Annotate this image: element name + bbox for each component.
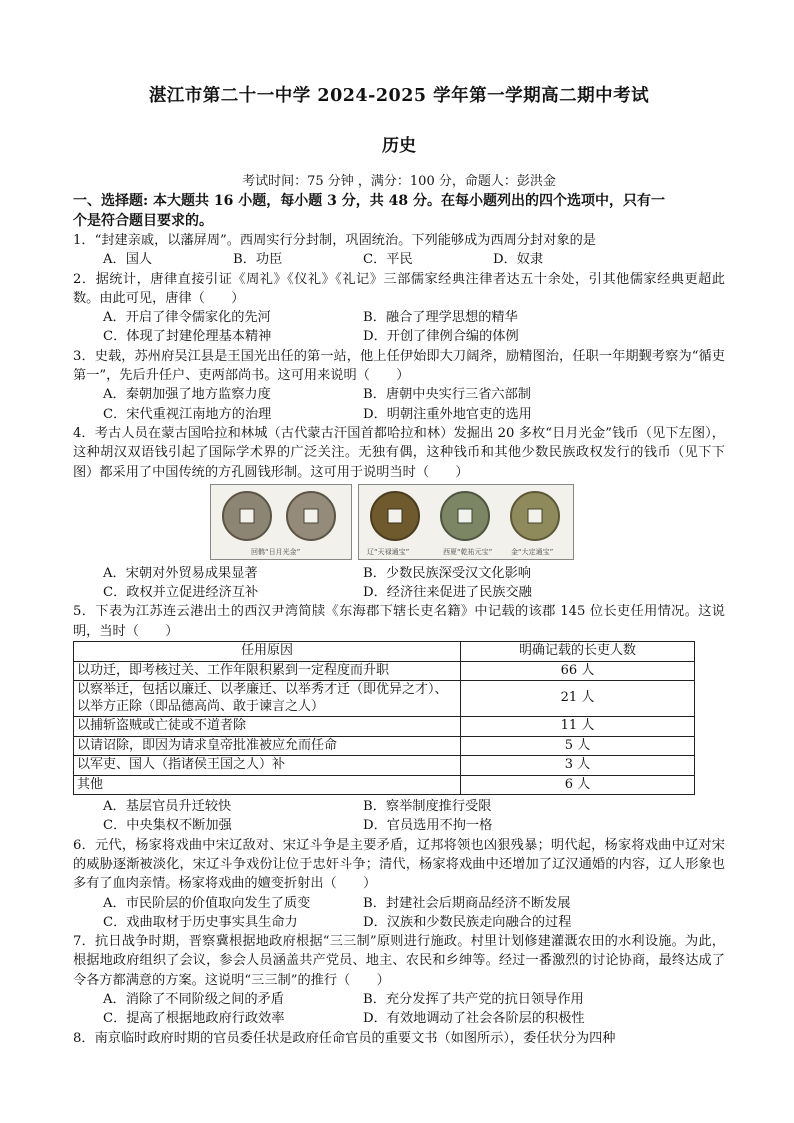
option-a: A．秦朝加强了地方监察力度: [103, 387, 271, 403]
option-b: B．功臣: [233, 252, 283, 268]
subject-title: 历史: [382, 136, 416, 156]
question-stem: 3．史载，苏州府吴江县是王国光出任的第一站，他上任伊始即大刀阔斧，励精图治，任职一年期觐考察为“循吏第一”，先后升任户、吏两部尚书。这可用来说明（ ）: [73, 348, 725, 384]
coin-caption: 西夏“乾祐元宝”: [443, 547, 493, 556]
option-d: D．明朝注重外地官吏的选用: [363, 406, 532, 422]
exam-title: 湛江市第二十一中学 2024-2025 学年第一学期高二期中考试: [148, 86, 650, 106]
option-c: C．中央集权不断加强: [103, 818, 232, 834]
appointment-table: [73, 641, 695, 795]
option-c: C．平民: [363, 252, 413, 268]
question-stem: 1．“封建亲戚，以藩屏周”。西周实行分封制，巩固统治。下列能够成为西周分封对象的是: [73, 233, 596, 248]
option-d: D．经济往来促进了民族交融: [363, 585, 532, 601]
question-stem: 5．下表为江苏连云港出土的西汉尹湾简牍《东海郡下辖长吏名籍》中记载的该郡 145 位长吏任用情况。这说明，当时（ ）: [73, 604, 725, 639]
option-c: C．戏曲取材于历史事实具生命力: [103, 914, 298, 930]
table-row: 以察举迁，包括以廉迁、以孝廉迁、以举秀才迁（即优异之才）、以举方正除（即品德高尚、敢于谏言之人） 21 人: [74, 681, 695, 717]
exam-info: 考试时间：75 分钟 ，满分：100 分，命题人：彭洪金: [242, 174, 556, 189]
option-b: B．封建社会后期商品经济不断发展: [363, 895, 571, 911]
option-a: A．国人: [103, 252, 153, 268]
option-c: C．提高了根据地政府行政效率: [103, 1011, 285, 1027]
table-header: 任用原因: [74, 642, 461, 662]
option-d: D．开创了律例合编的体例: [363, 329, 519, 345]
table-row: 以军吏、国人（指诸侯王国之人）补 3 人: [74, 756, 695, 776]
table-header: 明确记载的长吏人数: [461, 642, 695, 662]
question-4: [73, 424, 725, 602]
section-heading: 一、选择题: 本大题共 16 小题，每小题 3 分，共 48 分。在每小题列出的四个选项中，只有一 个是符合题目要求的。: [73, 193, 665, 229]
option-c: C．体现了封建伦理基本精神: [103, 329, 272, 345]
option-d: D．有效地调动了社会各阶层的积极性: [363, 1011, 585, 1027]
coin-illustration: [211, 485, 351, 545]
option-a: A．消除了不同阶级之间的矛盾: [103, 992, 284, 1008]
option-a: A．宋朝对外贸易成果显著: [103, 565, 258, 581]
option-d: D．奴隶: [493, 252, 544, 268]
question-7: [73, 932, 725, 1028]
option-b: B．融合了理学思想的精华: [363, 310, 518, 326]
question-8: [73, 1029, 725, 1048]
table-row: 以捕斩盗贼或亡徒或不道者除 11 人: [74, 717, 695, 737]
option-b: B．唐朝中央实行三省六部制: [363, 387, 531, 403]
coin-caption: 辽“天禄通宝”: [367, 547, 410, 556]
option-a: A．开启了律令儒家化的先河: [103, 310, 271, 326]
question-stem: 4．考古人员在蒙古国哈拉和林城（古代蒙古汗国首都哈拉和林）发掘出 20 多枚“日月光金”钱币（见下左图），这种胡汉双语钱引起了国际学术界的广泛关注。无独有偶，这种钱币和其他少数民族政权发行的钱币（见下下图）都采用了中国传统的方孔圆钱形制。这可用于说明当时（ ）: [73, 425, 725, 480]
question-stem: 6．元代，杨家将戏曲中宋辽敌对、宋辽斗争是主要矛盾，辽邦将领也凶狠残暴；明代起，杨家将戏曲中辽对宋的威胁逐渐被淡化，宋辽斗争戏份让位于忠奸斗争；清代，杨家将戏曲中还增加了辽汉通婚的内容，辽人形象也多有了血肉亲情。杨家将戏曲的嬗变折射出（ ）: [73, 837, 725, 892]
option-d: D．官员选用不拘一格: [363, 818, 493, 834]
option-a: A．市民阶层的价值取向发生了质变: [103, 895, 311, 911]
question-1: [73, 231, 725, 270]
table-row: 其他 6 人: [74, 775, 695, 795]
table-row: 以功迁，即考核过关、工作年限积累到一定程度而升职 66 人: [74, 661, 695, 681]
option-b: B．少数民族深受汉文化影响: [363, 565, 531, 581]
coin-caption: 金“大定通宝”: [511, 547, 554, 556]
option-c: C．政权并立促进经济互补: [103, 585, 259, 601]
coin-photo-left: [210, 484, 352, 560]
question-stem: 8．南京临时政府时期的官员委任状是政府任命官员的重要文书（如图所示），委任状分为四种: [73, 1030, 616, 1046]
question-6: [73, 836, 725, 932]
coin-caption: 回鹘“日月光金”: [251, 547, 301, 556]
option-d: D．汉族和少数民族走向融合的过程: [363, 914, 572, 930]
table-row: 以请诏除，即因为请求皇帝批准被应允而任命 5 人: [74, 736, 695, 756]
coin-photo-right: [358, 484, 574, 560]
exam-page: [73, 82, 725, 1048]
option-b: B．充分发挥了共产党的抗日领导作用: [363, 992, 584, 1008]
question-stem: 2．据统计，唐律直接引证《周礼》《仪礼》《礼记》三部儒家经典注律者达五十余处，引其他儒家经典更超此数。由此可见，唐律（ ）: [73, 271, 725, 306]
coin-figures: [210, 484, 725, 560]
question-3: [73, 347, 725, 424]
question-2: [73, 270, 725, 347]
coin-illustration: [359, 485, 573, 545]
option-b: B．察举制度推行受限: [363, 799, 492, 815]
option-c: C．宋代重视江南地方的治理: [103, 406, 272, 422]
question-stem: 7．抗日战争时期，晋察冀根据地政府根据“三三制”原则进行施政。村里计划修建灌溉农田的水利设施。为此，根据地政府组织了会议，参会人员涵盖共产党员、地主、农民和乡绅等。经过一番激烈的讨论协商，最终达成了令各方都满意的方案。这说明“三三制”的推行（ ）: [73, 934, 725, 988]
option-a: A．基层官员升迁较快: [103, 799, 232, 815]
question-5: [73, 602, 725, 835]
